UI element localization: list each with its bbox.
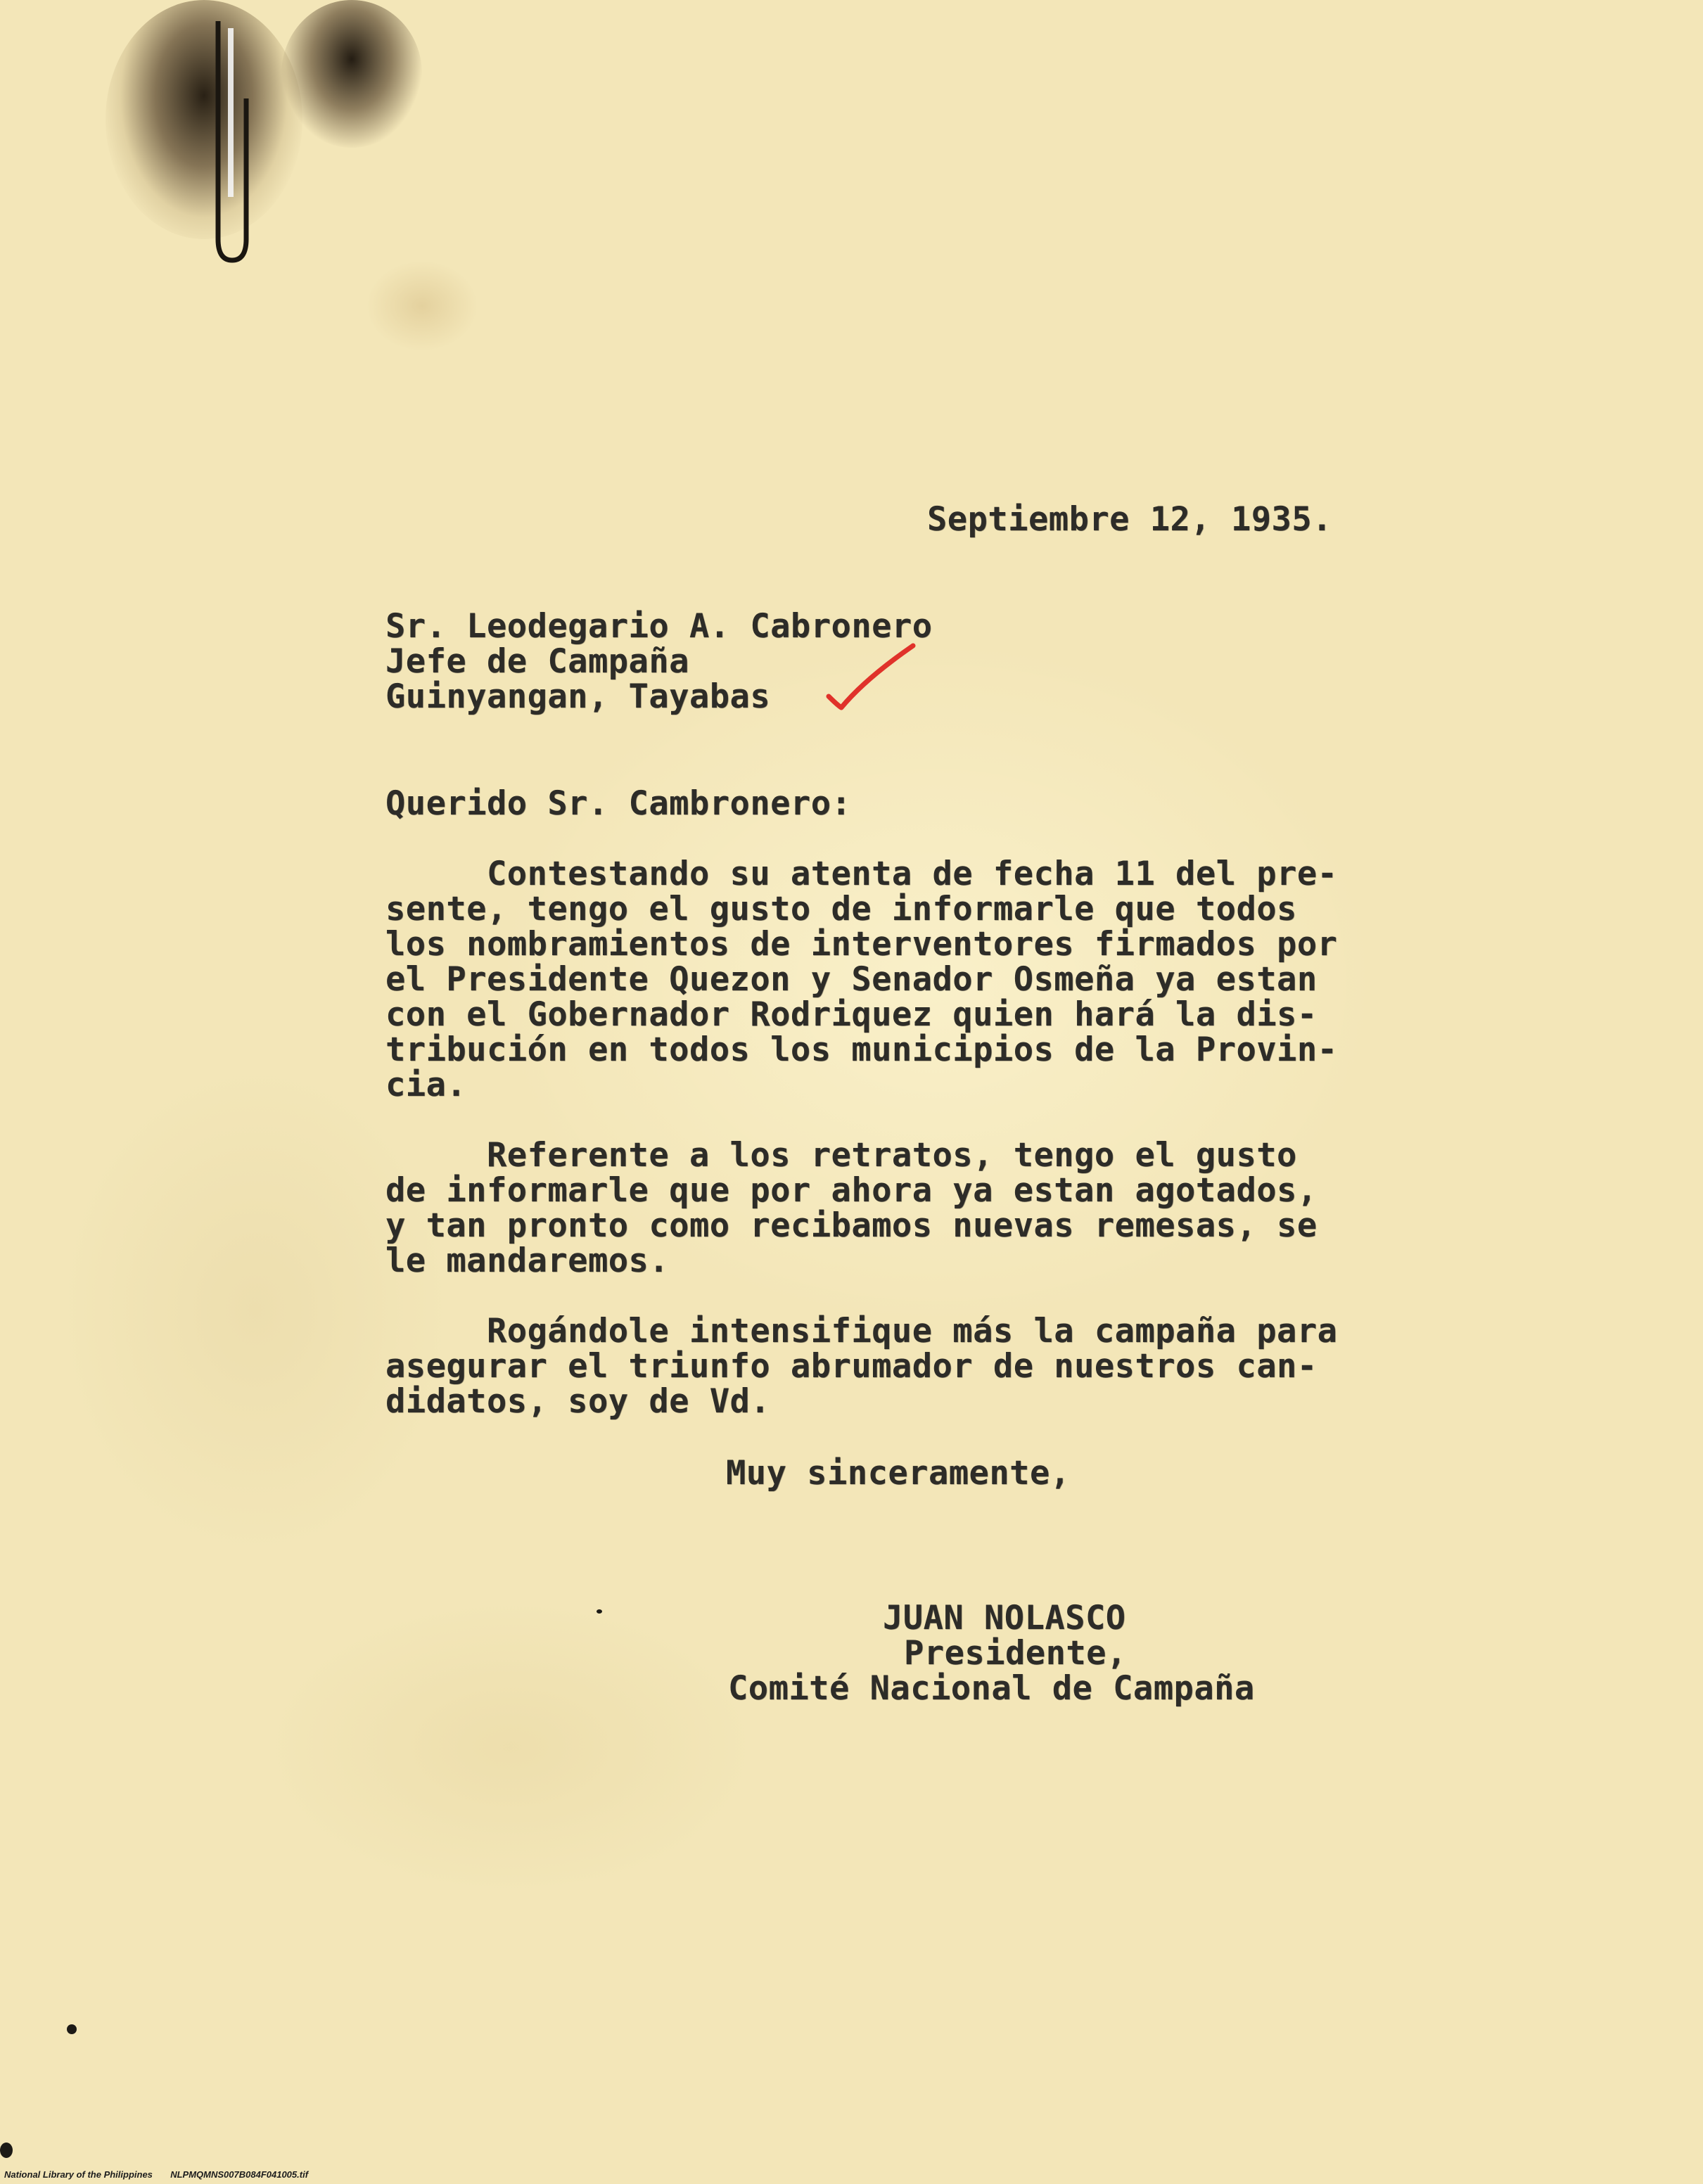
ink-dot [67, 2024, 77, 2034]
paragraph-line: tribución en todos los municipios de la Provin- [385, 1030, 1338, 1069]
paragraph-line: con el Gobernador Rodriquez quien hará la dis- [385, 995, 1318, 1034]
water-stain [366, 260, 478, 352]
paragraph-line: Contestando su atenta de fecha 11 del pre- [385, 855, 1338, 893]
archive-footer [4, 2169, 308, 2180]
paragraph-line: cia. [385, 1066, 467, 1104]
check-mark-icon [823, 640, 921, 717]
recipient-line: Sr. Leodegario A. Cabronero [385, 607, 933, 646]
ink-dot [597, 1609, 602, 1614]
recipient-line: Jefe de Campaña [385, 642, 689, 681]
paragraph-line: asegurar el triunfo abrumador de nuestros can- [385, 1347, 1318, 1386]
paragraph-line: de informarle que por ahora ya estan agotados, [385, 1171, 1318, 1210]
paragraph-line: sente, tengo el gusto de informarle que todos [385, 890, 1297, 928]
letter-date: Septiembre 12, 1935. [927, 500, 1332, 539]
ink-dot [0, 2143, 13, 2158]
signature-organization: Comité Nacional de Campaña [728, 1669, 1255, 1708]
paragraph-line: Rogándole intensifique más la campaña para [385, 1312, 1338, 1350]
burn-stain [281, 0, 422, 148]
recipient-line: Guinyangan, Tayabas [385, 677, 771, 716]
closing: Muy sinceramente, [726, 1454, 1071, 1493]
signature-name: JUAN NOLASCO [883, 1599, 1126, 1637]
signature-title: Presidente, [904, 1634, 1127, 1673]
paper-clip-icon [204, 14, 260, 267]
salutation: Querido Sr. Cambronero: [385, 784, 852, 823]
paragraph-line: los nombramientos de interventores firmados por [385, 925, 1338, 964]
paragraph-line: le mandaremos. [385, 1241, 670, 1280]
paragraph-line: didatos, soy de Vd. [385, 1382, 771, 1421]
paragraph-line: Referente a los retratos, tengo el gusto [385, 1136, 1297, 1175]
paragraph-line: el Presidente Quezon y Senador Osmeña ya estan [385, 960, 1318, 999]
archive-source: National Library of the Philippines [4, 2169, 153, 2180]
archive-file-id: NLPMQMNS007B084F041005.tif [170, 2169, 309, 2180]
paragraph-line: y tan pronto como recibamos nuevas remesas, se [385, 1206, 1318, 1245]
